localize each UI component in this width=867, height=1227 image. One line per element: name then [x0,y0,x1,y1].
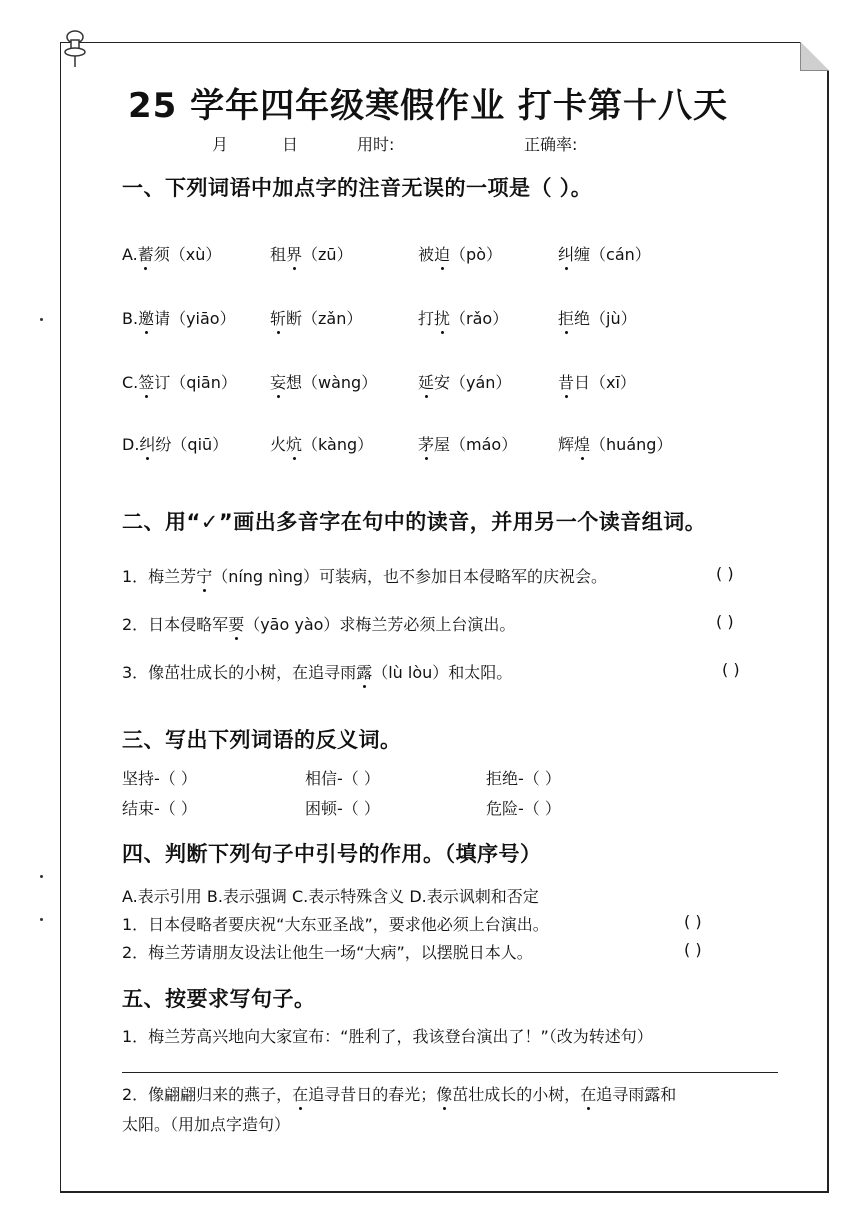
word-pinyin: 纷（qiū） [155,435,229,454]
quote-sentence-1: 1．日本侵略者要庆祝“大东亚圣战”，要求他必须上台演出。 [122,915,549,934]
option-c-word-1[interactable] [122,370,237,393]
dotted-char: 昔 [558,373,575,392]
pushpin-icon [62,28,88,68]
word-pinyin: 请（yiāo） [154,309,236,328]
antonym-item-2[interactable]: 相信-（ ） [305,769,380,788]
word-prefix: 打 [418,309,435,328]
sentence-rest: （níng nìng）可装病，也不参加日本侵略军的庆祝会。 [212,567,608,586]
quote-answer-blank-2[interactable]: ( ) [684,940,702,959]
word-prefix: 辉 [558,435,575,454]
option-c-word-3[interactable] [418,370,511,393]
q5-1-text: 1．梅兰芳高兴地向大家宣布：“胜利了，我该登台演出了！”（改为转述句） [122,1027,653,1046]
dotted-char: 煌 [574,435,591,454]
dotted-char: 妄 [270,373,287,392]
option-d-word-1[interactable] [122,432,228,455]
dotted-char: 延 [418,373,435,392]
option-a-word-4[interactable] [558,242,651,265]
word-pinyin: （zū） [302,245,353,264]
sentence-rest: （lù lòu）和太阳。 [372,663,513,682]
page-title: 25 学年四年级寒假作业 打卡第十八天 [128,86,728,126]
dotted-char: 茅 [418,435,435,454]
option-a-word-3[interactable] [418,242,502,265]
word-pinyin: （huáng） [590,435,673,454]
dotted-char: 迫 [434,245,451,264]
q5-2-text: 2．像翩翩归来的燕子，在追寻昔日的春光；像茁壮成长的小树，在追寻雨露和 [122,1085,677,1104]
answer-line[interactable] [122,1072,778,1073]
q5-2-text-line2: 太阳。（用加点字造句） [122,1115,291,1134]
option-c-word-2[interactable] [270,370,377,393]
dotted-char: 露 [356,663,373,682]
option-c-word-4[interactable] [558,370,636,393]
margin-mark [40,875,43,878]
word-pinyin: 安（yán） [434,373,512,392]
accuracy-label: 正确率: [524,135,578,154]
option-label: C. [122,373,139,392]
word-prefix: 被 [418,245,435,264]
antonym-item-1[interactable]: 坚持-（ ） [122,769,197,788]
antonym-item-5[interactable]: 困顿-（ ） [305,799,380,818]
polyphone-sentence-1 [122,564,607,587]
quote-answer-blank-1[interactable]: ( ) [684,912,702,931]
section-5-heading: 五、按要求写句子。 [122,987,316,1011]
dotted-char: 炕 [286,435,303,454]
answer-blank-3[interactable]: ( ) [722,660,740,679]
dotted-char: 界 [286,245,303,264]
word-pinyin: 订（qiān） [154,373,237,392]
option-label: D. [122,435,140,454]
sentence-rest: （yāo yào）求梅兰芳必须上台演出。 [244,615,516,634]
word-prefix: 火 [270,435,287,454]
word-pinyin: （rǎo） [450,309,509,328]
option-d-word-2[interactable] [270,432,373,455]
option-a-word-1[interactable] [122,242,221,265]
answer-blank-2[interactable]: ( ) [716,612,734,631]
dotted-char: 宁 [196,567,213,586]
option-b-word-2[interactable] [270,306,362,329]
dotted-char: 签 [138,373,155,392]
time-label: 用时: [357,135,395,154]
option-d-word-4[interactable] [558,432,672,455]
word-prefix: 租 [270,245,287,264]
word-pinyin: 绝（jù） [574,309,637,328]
option-label: A. [122,245,138,264]
margin-mark [40,918,43,921]
dotted-char: 要 [228,615,245,634]
word-pinyin: 须（xù） [153,245,222,264]
word-pinyin: 缠（cán） [574,245,651,264]
quote-sentence-2: 2．梅兰芳请朋友设法让他生一场“大病”，以摆脱日本人。 [122,943,533,962]
dotted-char: 纠 [558,245,575,264]
section-4-heading: 四、判断下列句子中引号的作用。（填序号） [122,842,542,866]
dotted-char: 邀 [138,309,155,328]
antonym-item-4[interactable]: 结束-（ ） [122,799,197,818]
antonym-item-3[interactable]: 拒绝-（ ） [486,769,561,788]
word-pinyin: 想（wàng） [286,373,378,392]
polyphone-sentence-2 [122,612,515,635]
month-label: 月 [212,135,229,154]
sentence-prefix: 3．像茁壮成长的小树，在追寻雨 [122,663,357,682]
antonym-item-6[interactable]: 危险-（ ） [486,799,561,818]
option-b-word-1[interactable] [122,306,236,329]
section-3-heading: 三、写出下列词语的反义词。 [122,728,402,752]
dotted-char: 斩 [270,309,287,328]
day-label: 日 [282,135,299,154]
margin-mark [40,318,43,321]
page-fold-corner [800,42,829,71]
word-pinyin: （kàng） [302,435,374,454]
sentence-prefix: 1．梅兰芳 [122,567,197,586]
option-label: B. [122,309,139,328]
sentence-prefix: 2．日本侵略军 [122,615,229,634]
word-pinyin: 断（zǎn） [286,309,363,328]
word-pinyin: 屋（máo） [434,435,518,454]
section-1-heading: 一、下列词语中加点字的注音无误的一项是（ ）。 [122,176,593,200]
dotted-char: 扰 [434,309,451,328]
word-pinyin: 日（xī） [574,373,636,392]
option-b-word-3[interactable] [418,306,508,329]
word-pinyin: （pò） [450,245,502,264]
polyphone-sentence-3 [122,660,512,683]
option-a-word-2[interactable] [270,242,353,265]
dotted-char: 拒 [558,309,575,328]
section-2-heading: 二、用“✓”画出多音字在句中的读音，并用另一个读音组词。 [122,510,707,534]
dotted-char: 纠 [139,435,156,454]
option-d-word-3[interactable] [418,432,517,455]
option-b-word-4[interactable] [558,306,637,329]
dotted-char: 蓄 [137,245,154,264]
quote-options: A.表示引用 B.表示强调 C.表示特殊含义 D.表示讽刺和否定 [122,887,539,906]
answer-blank-1[interactable]: ( ) [716,564,734,583]
